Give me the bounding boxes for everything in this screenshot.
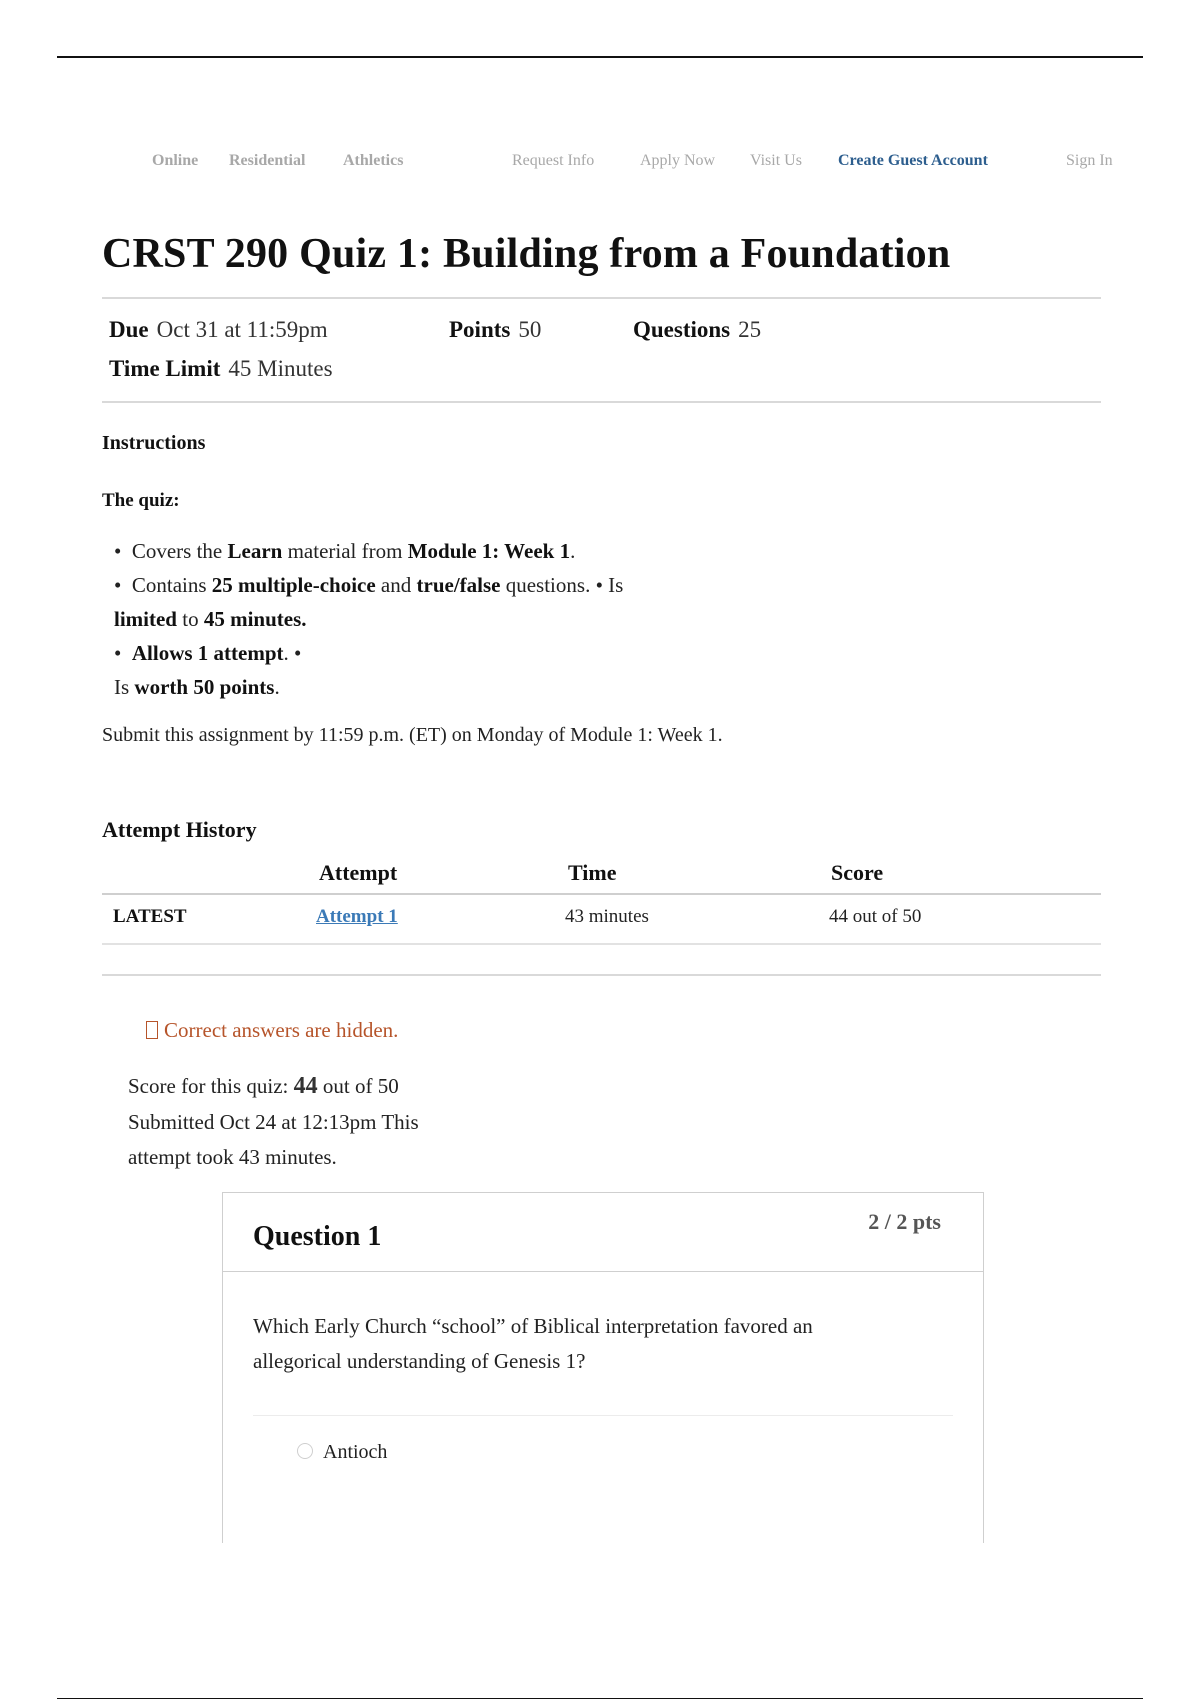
bullet-bold: Module 1: Week 1 bbox=[407, 539, 571, 563]
question-text: Which Early Church “school” of Biblical interpretation favored an allegorical understanding of Genesis 1? bbox=[253, 1314, 813, 1373]
attempt-duration-line: attempt took 43 minutes. bbox=[128, 1145, 337, 1169]
nav-residential[interactable]: Residential bbox=[229, 152, 306, 169]
bullet-dot: • bbox=[114, 539, 122, 563]
bullet-text: questions. • Is bbox=[500, 573, 624, 597]
bullet-bold: worth 50 points bbox=[134, 675, 275, 699]
page-title: CRST 290 Quiz 1: Building from a Foundation bbox=[102, 231, 951, 277]
nav-online[interactable]: Online bbox=[152, 152, 199, 169]
nav-visit-us[interactable]: Visit Us bbox=[750, 152, 802, 169]
bullet-dot: • bbox=[114, 573, 122, 597]
bullet-bold: Learn bbox=[227, 539, 283, 563]
bullet-text: Contains bbox=[131, 573, 212, 597]
question-answer-divider bbox=[253, 1415, 953, 1416]
due-value: Oct 31 at 11:59pm bbox=[156, 317, 328, 342]
answers-hidden-text: Correct answers are hidden. bbox=[164, 1018, 399, 1042]
bullet-text: Covers the bbox=[131, 539, 228, 563]
table-header-divider bbox=[102, 893, 1101, 895]
answer-option-label: Antioch bbox=[323, 1441, 388, 1463]
bullet-attempts bbox=[114, 641, 301, 666]
points-label: Points bbox=[449, 317, 511, 342]
time-limit-label: Time Limit bbox=[109, 356, 221, 381]
question-points: 2 / 2 pts bbox=[868, 1209, 941, 1234]
bullet-worth bbox=[114, 675, 280, 700]
bullet-bold: 45 minutes. bbox=[203, 607, 307, 631]
page-top-rule bbox=[57, 56, 1143, 58]
questions-value: 25 bbox=[738, 317, 762, 342]
quiz-due bbox=[109, 317, 328, 343]
col-header-attempt: Attempt bbox=[319, 860, 398, 885]
nav-apply-now[interactable]: Apply Now bbox=[640, 152, 716, 169]
bullet-dot: • bbox=[114, 641, 122, 665]
question-title: Question 1 bbox=[253, 1221, 382, 1252]
bullet-text: . bbox=[570, 539, 576, 563]
attempt-history-heading: Attempt History bbox=[102, 817, 257, 842]
nav-create-guest-account[interactable]: Create Guest Account bbox=[838, 152, 988, 169]
score-label: Score for this quiz: bbox=[128, 1074, 294, 1098]
bullet-text: material from bbox=[282, 539, 408, 563]
quiz-label: The quiz: bbox=[102, 490, 180, 511]
submitted-line: Submitted Oct 24 at 12:13pm This bbox=[128, 1110, 419, 1134]
score-value: 44 bbox=[293, 1073, 318, 1099]
quiz-questions bbox=[633, 317, 761, 343]
score-total: out of 50 bbox=[317, 1074, 399, 1098]
title-divider bbox=[102, 297, 1101, 299]
due-label: Due bbox=[109, 317, 149, 342]
top-nav bbox=[0, 152, 1200, 176]
quiz-time-limit bbox=[109, 356, 333, 382]
row-latest-label: LATEST bbox=[113, 906, 187, 927]
row-score: 44 out of 50 bbox=[829, 906, 922, 927]
questions-label: Questions bbox=[633, 317, 731, 342]
answers-hidden-notice bbox=[146, 1018, 398, 1043]
radio-button[interactable] bbox=[297, 1443, 313, 1459]
answer-option[interactable] bbox=[297, 1441, 387, 1464]
info-icon bbox=[146, 1021, 158, 1039]
bullet-limited bbox=[114, 607, 307, 632]
bullet-contains bbox=[114, 573, 623, 598]
question-header bbox=[223, 1193, 983, 1272]
bullet-bold: Allows 1 attempt bbox=[131, 641, 284, 665]
nav-athletics[interactable]: Athletics bbox=[343, 152, 404, 169]
row-time: 43 minutes bbox=[565, 906, 649, 927]
bullet-covers bbox=[114, 539, 575, 564]
points-value: 50 bbox=[518, 317, 542, 342]
section-divider bbox=[102, 974, 1101, 976]
bullet-text: . • bbox=[283, 641, 302, 665]
bullet-bold: true/false bbox=[416, 573, 501, 597]
table-bottom-divider bbox=[102, 943, 1101, 945]
bullet-text: . bbox=[274, 675, 280, 699]
bullet-text: Is bbox=[114, 675, 135, 699]
bullet-text: and bbox=[375, 573, 417, 597]
quiz-points bbox=[449, 317, 541, 343]
col-header-score: Score bbox=[831, 860, 884, 885]
time-limit-value: 45 Minutes bbox=[228, 356, 333, 381]
attempt-link[interactable]: Attempt 1 bbox=[316, 906, 398, 927]
quiz-score bbox=[128, 1073, 399, 1100]
nav-request-info[interactable]: Request Info bbox=[512, 152, 595, 169]
bullet-bold: 25 multiple-choice bbox=[211, 573, 376, 597]
col-header-time: Time bbox=[568, 860, 617, 885]
page-bottom-rule bbox=[57, 1698, 1143, 1699]
instructions-heading: Instructions bbox=[102, 432, 206, 454]
question-card bbox=[222, 1192, 984, 1543]
submit-note: Submit this assignment by 11:59 p.m. (ET) on Monday of Module 1: Week 1. bbox=[102, 724, 723, 746]
bullet-text: to bbox=[177, 607, 204, 631]
meta-divider bbox=[102, 401, 1101, 403]
nav-sign-in[interactable]: Sign In bbox=[1066, 152, 1113, 169]
bullet-bold: limited bbox=[114, 607, 177, 631]
